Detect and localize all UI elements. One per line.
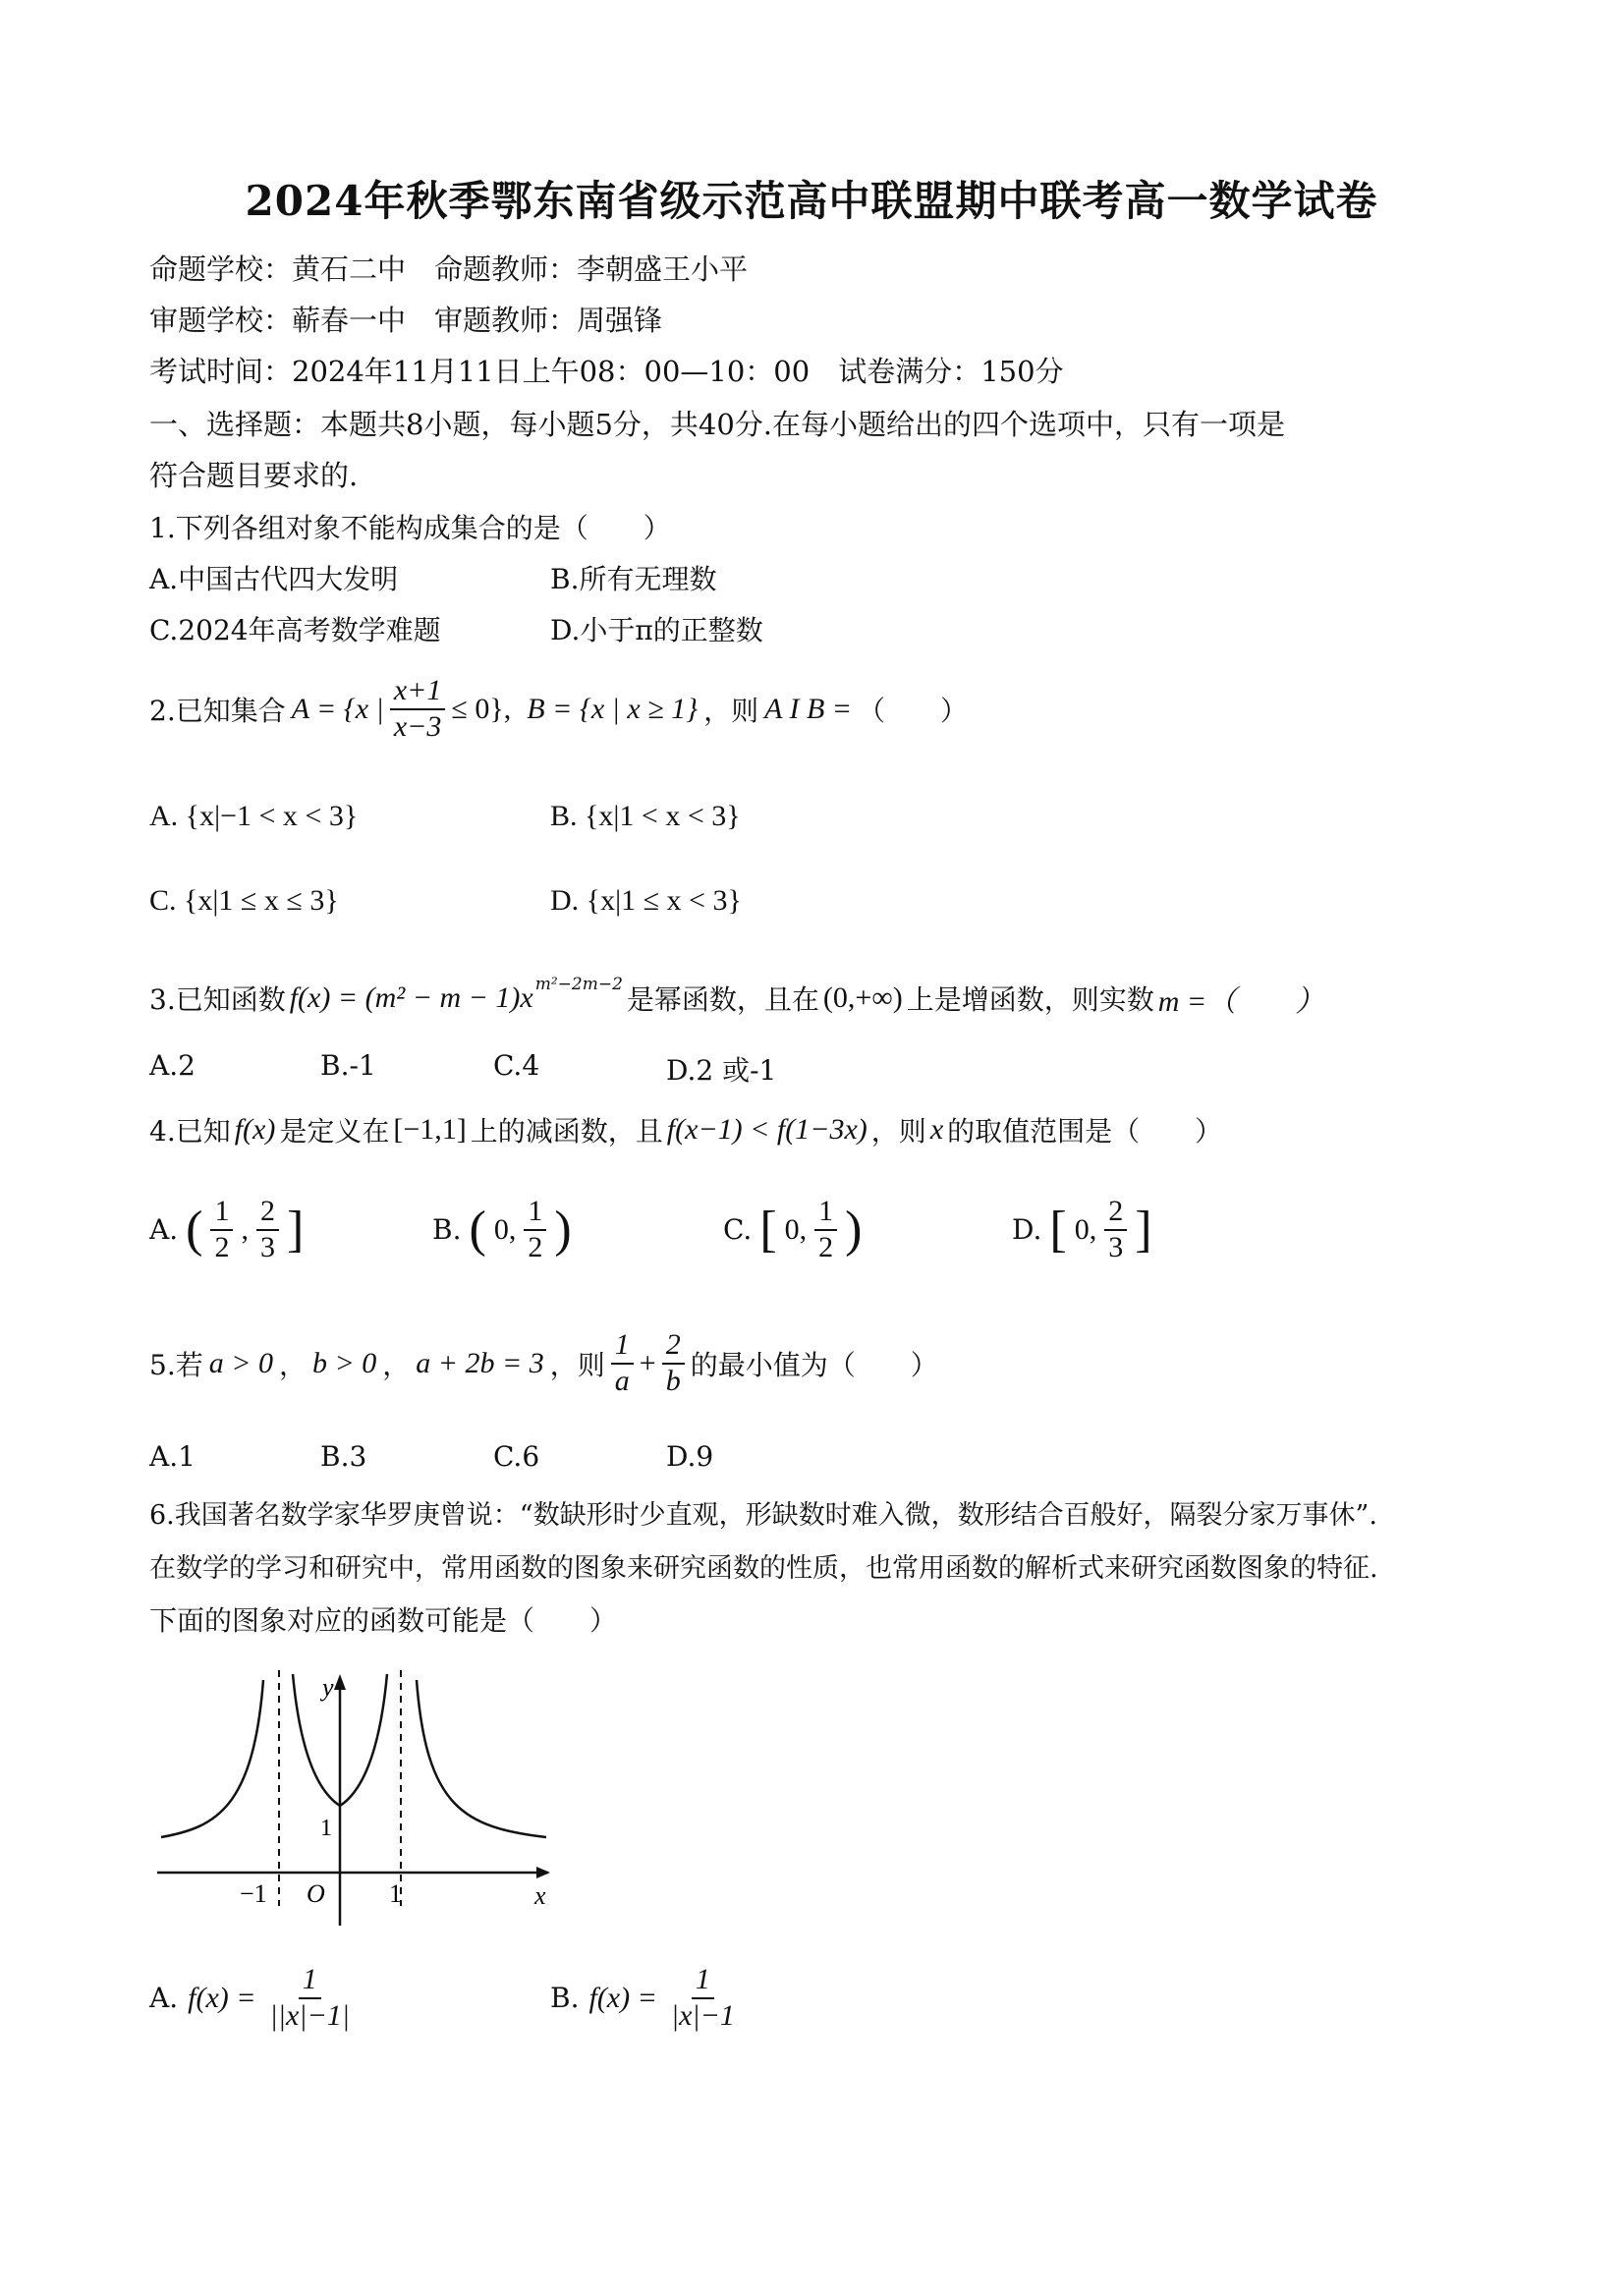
q1-option-d[interactable]: D.小于π的正整数 [550, 614, 763, 646]
q4-a-right-bracket: ] [286, 1202, 305, 1258]
q4-d-right-bracket: ] [1135, 1202, 1152, 1258]
exam-title: 2024年秋季鄂东南省级示范高中联盟期中联考高一数学试卷 [245, 177, 1378, 225]
q6-option-b[interactable] [550, 1963, 739, 2033]
q5-plus: + [639, 1346, 656, 1379]
q5-option-c[interactable]: C.6 [493, 1440, 540, 1473]
header-exam-time: 考试时间：2024年11月11日上午08：00—10：00 试卷满分：150分 [149, 355, 1064, 388]
q4-a-frac2 [256, 1195, 279, 1264]
q2-expression: A I B = [764, 692, 853, 725]
q4-c-frac [814, 1195, 837, 1264]
graph-x-label: x [534, 1881, 546, 1910]
q4-a-num2: 2 [256, 1195, 279, 1231]
q4-c-zero: 0, [784, 1212, 808, 1246]
q1-stem: 1.下列各组对象不能构成集合的是（ ） [149, 512, 671, 544]
q3-tail: m =（ ） [1157, 985, 1325, 1018]
q1-option-a[interactable]: A.中国古代四大发明 [149, 563, 399, 595]
q5-frac1 [611, 1328, 634, 1398]
q2-option-a[interactable]: A. {x|−1 < x < 3} [149, 800, 359, 832]
q4-d-num: 2 [1104, 1195, 1127, 1231]
q5-prefix: 5.若 [149, 1348, 203, 1381]
q4-f: f(x) [234, 1113, 276, 1146]
q3-stem [149, 977, 1324, 1020]
q4-option-a[interactable] [149, 1195, 304, 1264]
q4-suffix: 的取值范围是（ ） [947, 1115, 1223, 1148]
q4-option-d-label: D. [1012, 1213, 1042, 1246]
q6-stem-line1: 6.我国著名数学家华罗庚曾说：“数缺形时少直观，形缺数时难入微，数形结合百般好，隔裂分家万事休”. [149, 1500, 1377, 1531]
section1-instructions-cont: 符合题目要求的. [149, 459, 359, 492]
q3-option-a[interactable]: A.2 [149, 1049, 196, 1082]
q3-option-d[interactable]: D.2 或-1 [666, 1054, 777, 1087]
q3-interval: (0,+∞) [822, 981, 903, 1014]
q4-a-den2: 3 [259, 1230, 275, 1263]
q4-d-den: 3 [1108, 1230, 1124, 1263]
q6-option-b-den: |x|−1 [670, 1998, 735, 2032]
q6-option-a-label: A. [149, 1982, 179, 2014]
curve-left-branch [161, 1680, 263, 1837]
q4-d-left-bracket: [ [1049, 1202, 1067, 1258]
q3-prefix: 3.已知函数 [149, 983, 286, 1016]
q6-stem-line2: 在数学的学习和研究中，常用函数的图象来研究函数的性质，也常用函数的解析式来研究函数图象的特征. [149, 1553, 1378, 1584]
graph-pos-one-label: 1 [389, 1879, 402, 1908]
q1-option-c[interactable]: C.2024年高考数学难题 [149, 614, 441, 646]
q4-c-left-bracket: [ [759, 1202, 777, 1258]
q5-cond-b: b > 0 [311, 1346, 377, 1379]
q5-stem [149, 1328, 938, 1398]
graph-y-intercept-label: 1 [320, 1816, 332, 1841]
q2-option-c[interactable]: C. {x|1 ≤ x ≤ 3} [149, 884, 339, 917]
q5-den2: b [665, 1364, 681, 1397]
q4-a-left-paren: ( [186, 1202, 203, 1258]
q2-prefix: 2.已知集合 [149, 694, 286, 727]
q2-option-d[interactable]: D. {x|1 ≤ x < 3} [550, 884, 742, 917]
q4-option-b[interactable] [432, 1195, 572, 1264]
y-axis-arrow [334, 1674, 346, 1690]
graph-y-label: y [322, 1673, 334, 1702]
q4-mid2: 上的减函数，且 [470, 1115, 663, 1148]
q3-function: f(x) = (m² − m − 1)x [289, 981, 533, 1014]
q6-option-b-frac [667, 1963, 739, 2033]
q2-set-a-left: A = {x | [291, 692, 384, 725]
q6-stem-line3: 下面的图象对应的函数可能是（ ） [149, 1604, 618, 1637]
q4-mid1: 是定义在 [279, 1115, 390, 1148]
header-setter: 命题学校：黄石二中 命题教师：李朝盛王小平 [149, 252, 749, 286]
q5-then: ，则 [549, 1348, 605, 1381]
q6-option-a-lhs: f(x) = [188, 1981, 256, 2014]
q5-comma1: ， [278, 1348, 307, 1381]
q4-b-left-paren: ( [469, 1202, 486, 1258]
q6-option-a[interactable] [149, 1963, 354, 2033]
q5-num1: 1 [611, 1328, 634, 1365]
q6-option-b-label: B. [550, 1982, 580, 2014]
q2-stem [149, 674, 968, 744]
q4-option-b-label: B. [432, 1213, 462, 1246]
q5-den1: a [614, 1364, 630, 1397]
q6-option-b-lhs: f(x) = [588, 1981, 657, 2014]
q4-option-c-label: C. [723, 1213, 753, 1246]
q4-a-den1: 2 [214, 1230, 230, 1263]
q4-d-zero: 0, [1074, 1212, 1097, 1246]
graph-neg-one-label: −1 [240, 1879, 267, 1908]
q6-function-graph [147, 1660, 560, 1935]
q5-num2: 2 [662, 1328, 685, 1365]
q4-a-num1: 1 [210, 1195, 233, 1231]
q4-b-num: 1 [524, 1195, 546, 1231]
q4-b-den: 2 [528, 1230, 543, 1263]
section1-instructions: 一、选择题：本题共8小题，每小题5分，共40分.在每小题给出的四个选项中，只有一项是 [149, 408, 1286, 441]
graph-origin-label: O [307, 1879, 325, 1908]
q5-cond-sum: a + 2b = 3 [416, 1346, 544, 1379]
q5-comma2: ， [382, 1348, 411, 1381]
q6-option-a-frac [266, 1963, 355, 2033]
q4-domain: [−1,1] [393, 1113, 467, 1146]
q4-x: x [929, 1113, 944, 1146]
q1-option-b[interactable]: B.所有无理数 [550, 563, 717, 595]
q3-mid: 是幂函数，且在 [626, 983, 819, 1016]
q3-exponent: m²−2m−2 [534, 975, 623, 994]
q2-set-b: B = {x | x ≥ 1} [527, 692, 699, 725]
q4-b-zero: 0, [493, 1212, 517, 1246]
q4-option-d[interactable] [1012, 1195, 1152, 1264]
q4-d-frac [1104, 1195, 1127, 1264]
q3-option-b[interactable]: B.-1 [320, 1049, 376, 1082]
q3-suffix: 上是增函数，则实数 [906, 983, 1154, 1016]
q5-frac2 [662, 1328, 685, 1398]
q5-option-b[interactable]: B.3 [320, 1440, 367, 1473]
q6-option-a-num: 1 [299, 1963, 321, 1999]
q4-option-a-label: A. [149, 1213, 179, 1246]
q4-stem [149, 1110, 1222, 1149]
q4-a-comma: , [241, 1212, 249, 1246]
q4-option-c[interactable] [723, 1195, 862, 1264]
q5-cond-a: a > 0 [208, 1346, 273, 1379]
q6-option-a-den: ||x|−1| [269, 1998, 351, 2032]
q4-c-right-paren: ) [845, 1202, 863, 1258]
q2-set-a-right: ≤ 0}, [451, 692, 512, 725]
q4-b-right-paren: ) [554, 1202, 572, 1258]
q2-fraction-num: x+1 [390, 674, 446, 710]
q5-option-a[interactable]: A.1 [149, 1440, 196, 1473]
q4-b-frac [524, 1195, 546, 1264]
q5-suffix: 的最小值为（ ） [690, 1348, 938, 1381]
q2-option-b[interactable]: B. {x|1 < x < 3} [550, 800, 741, 832]
x-axis-arrow [536, 1867, 550, 1878]
q4-inequality: f(x−1) < f(1−3x) [666, 1113, 867, 1146]
q2-fraction-den: x−3 [393, 709, 442, 743]
q4-prefix: 4.已知 [149, 1115, 231, 1148]
q6-option-b-num: 1 [692, 1963, 714, 1999]
q2-paren: （ ） [858, 694, 969, 727]
q5-option-d[interactable]: D.9 [666, 1440, 714, 1473]
q3-option-c[interactable]: C.4 [493, 1049, 540, 1082]
header-reviewer: 审题学校：蕲春一中 审题教师：周强锋 [149, 304, 663, 337]
q2-then: ，则 [703, 694, 759, 727]
q2-fraction [390, 674, 446, 744]
q4-a-frac1 [210, 1195, 233, 1264]
q4-mid3: ，则 [870, 1115, 926, 1148]
q4-c-num: 1 [814, 1195, 837, 1231]
curve-right-branch [417, 1680, 546, 1837]
q4-c-den: 2 [818, 1230, 834, 1263]
